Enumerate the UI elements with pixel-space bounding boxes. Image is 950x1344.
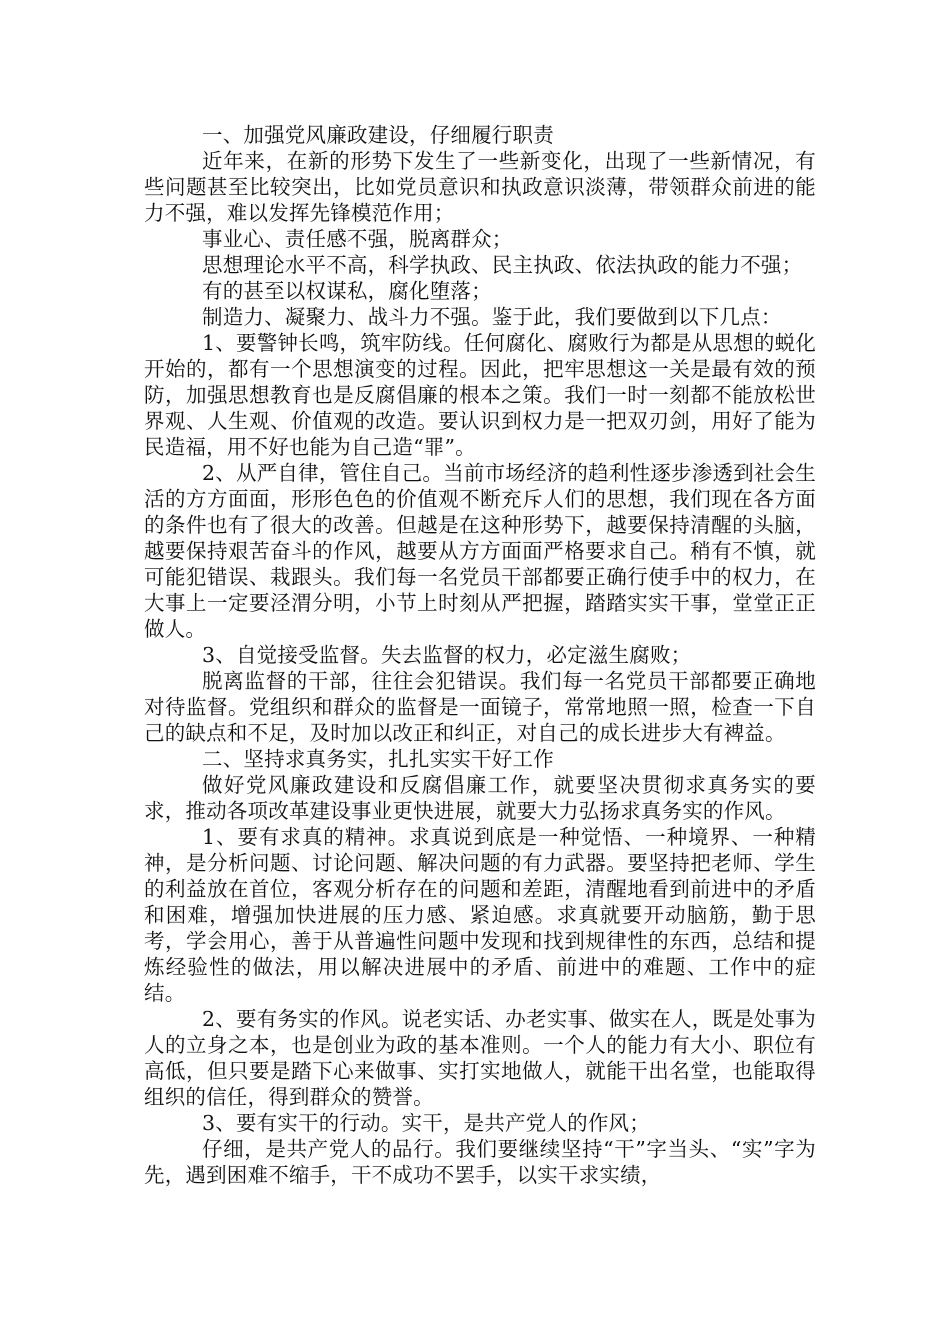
paragraph: 1、要警钟长鸣，筑牢防线。任何腐化、腐败行为都是从思想的蜕化开始的，都有一个思想演变的过程。因此，把牢思想这一关是最有效的预防，加强思想教育也是反腐倡廉的根本之策。我们一时一刻都不能放松世界观、人生观、价值观的改造。要认识到权力是一把双刃剑，用好了能为民造福，用不好也能为自己造“罪”。 bbox=[144, 331, 816, 459]
document-page bbox=[144, 122, 816, 1188]
paragraph: 2、从严自律，管住自己。当前市场经济的趋利性逐步渗透到社会生活的方方面面，形形色色的价值观不断充斥人们的思想，我们现在各方面的条件也有了很大的改善。但越是在这种形势下，越要保持清醒的头脑，越要保持艰苦奋斗的作风，越要从方方面面严格要求自己。稍有不慎，就可能犯错误、栽跟头。我们每一名党员干部都要正确行使手中的权力，在大事上一定要泾渭分明，小节上时刻从严把握，踏踏实实干事，堂堂正正做人。 bbox=[144, 461, 816, 641]
paragraph: 2、要有务实的作风。说老实话、办老实事、做实在人，既是处事为人的立身之本，也是创业为政的基本准则。一个人的能力有大小、职位有高低，但只要是踏下心来做事、实打实地做人，就能干出名堂，也能取得组织的信任，得到群众的赞誉。 bbox=[144, 1007, 816, 1109]
paragraph: 事业心、责任感不强，脱离群众； bbox=[202, 227, 513, 251]
paragraph: 有的甚至以权谋私，腐化堕落； bbox=[202, 279, 492, 303]
paragraph: 仔细，是共产党人的品行。我们要继续坚持“干”字当头、“实”字为先，遇到困难不缩手，干不成功不罢手，以实干求实绩， bbox=[144, 1137, 816, 1187]
paragraph: 3、自觉接受监督。失去监督的权力，必定滋生腐败； bbox=[202, 643, 692, 667]
paragraph: 脱离监督的干部，往往会犯错误。我们每一名党员干部都要正确地对待监督。党组织和群众的监督是一面镜子，常常地照一照，检查一下自己的缺点和不足，及时加以改正和纠正，对自己的成长进步大有裨益。 bbox=[144, 669, 816, 745]
paragraph: 近年来，在新的形势下发生了一些新变化，出现了一些新情况，有些问题甚至比较突出，比如党员意识和执政意识淡薄，带领群众前进的能力不强，难以发挥先锋模范作用； bbox=[144, 149, 816, 225]
paragraph: 3、要有实干的行动。实干，是共产党人的作风； bbox=[202, 1111, 650, 1135]
paragraph: 制造力、凝聚力、战斗力不强。鉴于此，我们要做到以下几点： bbox=[202, 305, 782, 329]
paragraph: 思想理论水平不高，科学执政、民主执政、依法执政的能力不强； bbox=[202, 253, 803, 277]
paragraph: 1、要有求真的精神。求真说到底是一种觉悟、一种境界、一种精神，是分析问题、讨论问题、解决问题的有力武器。要坚持把老师、学生的利益放在首位，客观分析存在的问题和差距，清醒地看到前进中的矛盾和困难，增强加快进展的压力感、紧迫感。求真就要开动脑筋，勤于思考，学会用心，善于从普遍性问题中发现和找到规律性的东西，总结和提炼经验性的做法，用以解决进展中的矛盾、前进中的难题、工作中的症结。 bbox=[144, 825, 816, 1005]
paragraph: 做好党风廉政建设和反腐倡廉工作，就要坚决贯彻求真务实的要求，推动各项改革建设事业更快进展，就要大力弘扬求真务实的作风。 bbox=[144, 773, 816, 823]
section-heading-2: 二、坚持求真务实，扎扎实实干好工作 bbox=[202, 747, 554, 771]
section-heading-1: 一、加强党风廉政建设，仔细履行职责 bbox=[202, 123, 554, 147]
